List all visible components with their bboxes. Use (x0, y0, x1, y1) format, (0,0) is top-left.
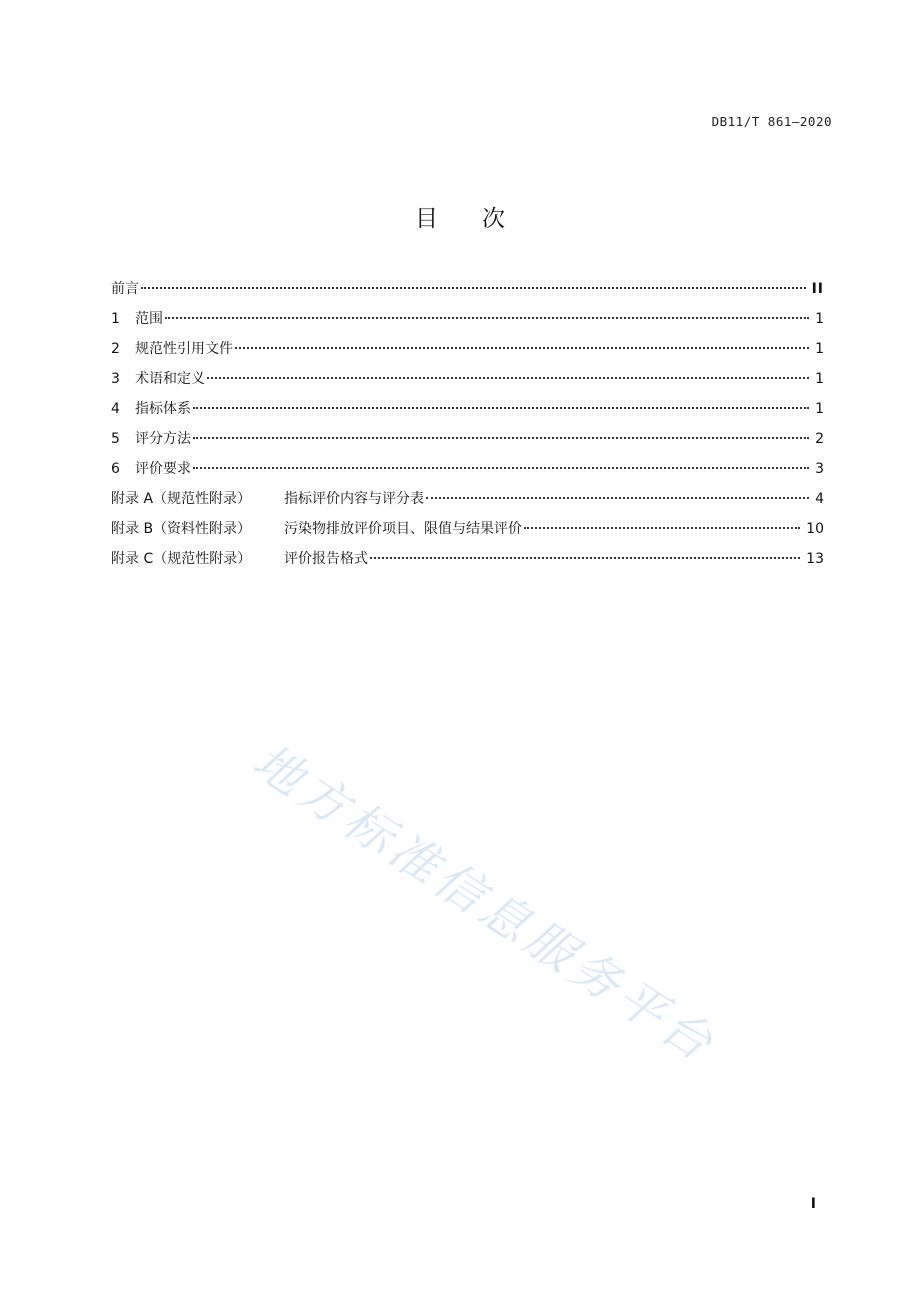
toc-entry-page: 3 (815, 461, 824, 477)
toc-entry-scope[interactable] (111, 308, 824, 338)
toc-entry-appendix-a[interactable] (111, 488, 824, 518)
toc-entry-number: 3 (111, 371, 120, 387)
toc-entry-label: 前言 (111, 281, 139, 297)
toc-entry-page: 1 (815, 311, 824, 327)
toc-entry-appendix-prefix: 附录 C（规范性附录） (111, 551, 252, 567)
toc-entry-page: II (811, 281, 824, 297)
toc-entry-appendix-prefix: 附录 B（资料性附录） (111, 521, 252, 537)
toc-entry-evaluation-requirements[interactable] (111, 458, 824, 488)
page-number: I (810, 1196, 816, 1212)
toc-entry-label: 指标体系 (135, 401, 191, 417)
toc-title (0, 200, 920, 233)
toc-entry-page: 2 (815, 431, 824, 447)
toc-entry-number: 5 (111, 431, 120, 447)
toc-entry-terms-definitions[interactable] (111, 368, 824, 398)
toc-entry-label: 范围 (135, 311, 163, 327)
toc-entry-appendix-prefix: 附录 A（规范性附录） (111, 491, 252, 507)
toc-title-part1: 目 (415, 206, 438, 232)
dot-leader (207, 377, 809, 379)
dot-leader (165, 317, 809, 319)
dot-leader (370, 557, 800, 559)
toc-entry-number: 4 (111, 401, 120, 417)
toc-entry-page: 4 (815, 491, 824, 507)
dot-leader (193, 467, 809, 469)
toc-entry-page: 10 (806, 521, 824, 537)
document-code: DB11/T 861—2020 (711, 114, 832, 129)
toc-entry-label: 术语和定义 (135, 371, 205, 387)
toc-entry-label: 污染物排放评价项目、限值与结果评价 (284, 521, 522, 537)
toc-entry-number: 1 (111, 311, 120, 327)
toc-entry-scoring-method[interactable] (111, 428, 824, 458)
toc-entry-label: 评分方法 (135, 431, 191, 447)
toc-entry-page: 1 (815, 371, 824, 387)
toc-title-part2: 次 (482, 206, 505, 232)
dot-leader (193, 407, 809, 409)
toc-entry-appendix-b[interactable] (111, 518, 824, 548)
watermark: 地方标准信息服务平台 (242, 733, 727, 1075)
toc-entry-number: 2 (111, 341, 120, 357)
toc-entry-label: 指标评价内容与评分表 (284, 491, 424, 507)
toc-entry-label: 规范性引用文件 (135, 341, 233, 357)
toc-entry-normative-references[interactable] (111, 338, 824, 368)
table-of-contents (111, 278, 824, 578)
toc-entry-page: 1 (815, 341, 824, 357)
toc-entry-indicator-system[interactable] (111, 398, 824, 428)
toc-entry-page: 13 (806, 551, 824, 567)
dot-leader (524, 527, 800, 529)
dot-leader (426, 497, 809, 499)
dot-leader (141, 287, 806, 289)
toc-entry-label: 评价要求 (135, 461, 191, 477)
toc-entry-page: 1 (815, 401, 824, 417)
toc-entry-number: 6 (111, 461, 120, 477)
toc-entry-appendix-c[interactable] (111, 548, 824, 578)
dot-leader (235, 347, 809, 349)
toc-entry-foreword[interactable] (111, 278, 824, 308)
dot-leader (193, 437, 809, 439)
toc-entry-label: 评价报告格式 (284, 551, 368, 567)
